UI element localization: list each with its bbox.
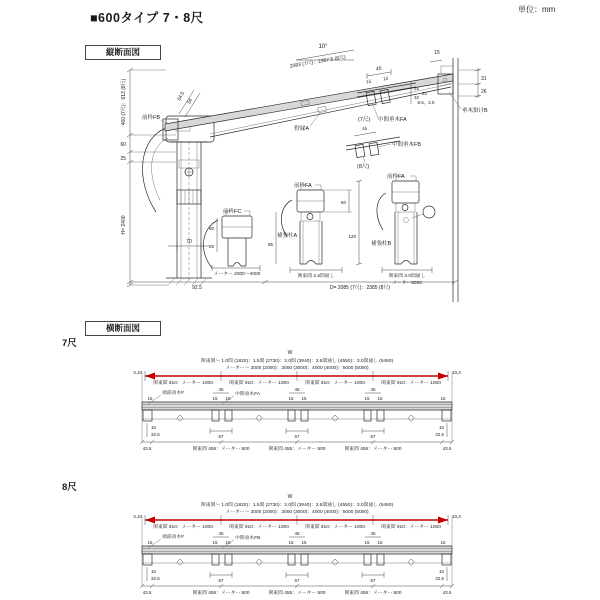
segment-dim: 関東間 910：メーター 1000 <box>229 525 289 530</box>
mid-rafter-fa-label: 中間垂木FA <box>378 117 407 123</box>
dim-10: 10 <box>151 425 157 430</box>
front-frame-fa-label: 前枠FA <box>387 174 405 180</box>
width-arrow <box>133 514 461 525</box>
dim-25: 25 <box>414 86 420 91</box>
end-rafter-label: 端部垂木F <box>162 535 185 540</box>
dim-15: 15 <box>364 540 370 545</box>
dim-31: 31 <box>481 76 487 82</box>
dim-60: 60 <box>120 142 126 148</box>
dim-45: 45 <box>218 531 224 536</box>
segment-dim: 関東間 910：メーター 1000 <box>381 525 441 530</box>
edge-left-dims: 3,10 <box>133 514 142 519</box>
rafters <box>142 410 452 421</box>
front-frame-fc-label: 前枠FC <box>223 209 242 215</box>
rafter-top-dims <box>147 387 446 401</box>
dim-43-5: 43.5 <box>142 446 152 451</box>
dim-15: 15 <box>377 396 383 401</box>
post-b-label: 補強柱B <box>371 241 392 247</box>
dim-92-5: 92.5 <box>192 285 202 291</box>
dim-45: 45 <box>294 387 300 392</box>
dim-15: 15 <box>365 78 372 85</box>
dim-15: 15 <box>377 540 383 545</box>
edge-left-dims: 3,10 <box>133 370 142 375</box>
segment-dim: 関東間 910：メーター 1000 <box>229 381 289 386</box>
dim-25: 25 <box>208 244 214 249</box>
unit-label: 単位：mm <box>518 5 556 14</box>
rafter-hook-label: 垂木掛けB <box>462 108 488 114</box>
dim-60: 60 <box>340 200 346 205</box>
dim-15: 15 <box>288 396 294 401</box>
bottom-dims <box>140 423 454 452</box>
dim-67: 67 <box>218 578 224 583</box>
dim-34: 34 <box>186 97 195 106</box>
front-frame-fa-label: 前枠FA <box>294 183 312 189</box>
dim-15: 15 <box>147 396 153 401</box>
shaku8-note: (8尺) <box>357 164 370 170</box>
rafter-top-dims <box>147 531 446 545</box>
mid-rafter-label: 中間垂木FA <box>235 392 261 397</box>
dim-15: 15 <box>301 540 307 545</box>
dim-32-5: 32.5 <box>435 576 444 581</box>
left-dimension-chain <box>120 68 176 287</box>
spacing-dim: 関東間 455：メーター 500 <box>192 591 250 596</box>
dim-67: 67 <box>294 434 300 439</box>
dim-15: 15 <box>288 540 294 545</box>
segment-dim: 関東間 910：メーター 1000 <box>153 381 213 386</box>
cross-section-label: 横断面図 <box>85 321 161 336</box>
dim-15: 15 <box>225 396 231 401</box>
segment-dim: 関東間 910：メーター 1000 <box>305 381 365 386</box>
dim-45: 45 <box>361 125 368 132</box>
dim-25: 25 <box>120 156 126 162</box>
span-kanto-dims: 関東間〜 1.0間 (1820)：1.5間 (2730)：2.0間 (3640)：2.5間通し (4550)：3.0間通し (5460) <box>200 503 394 508</box>
kanto-30-label: 関東間 3.0間通し <box>388 274 426 279</box>
dim-67: 67 <box>294 578 300 583</box>
dim-15: 15 <box>225 540 231 545</box>
angle-label: 10° <box>318 44 328 50</box>
slope-length-dim: 2083 (7尺)：2367.5 (8尺) <box>289 54 347 70</box>
spacing-dim: 関東間 455：メーター 500 <box>192 447 250 452</box>
dim-67: 67 <box>218 434 224 439</box>
dim-overall-height: H= 2400 <box>121 215 127 235</box>
dim-15: 15 <box>364 396 370 401</box>
detail-front-frame-fa-post-a <box>268 181 352 279</box>
dim-15: 15 <box>212 540 218 545</box>
dim-32: 32 <box>414 95 420 100</box>
dim-45: 45 <box>370 387 376 392</box>
nobuchi-a <box>294 106 326 132</box>
dim-15: 15 <box>440 396 446 401</box>
dim-85: 85 <box>267 242 273 247</box>
cross7-title: 7尺 <box>62 338 77 349</box>
edge-right-dims: 10,3 <box>452 370 461 375</box>
detail-front-frame-fc <box>203 207 260 277</box>
span-header <box>201 350 394 371</box>
cross8-title: 8尺 <box>62 482 77 493</box>
meter-range-label: メーター 2000〜4000 <box>213 272 261 277</box>
detail-front-frame-fa-post-b <box>348 172 435 286</box>
segment-dim: 関東間 910：メーター 1000 <box>305 525 365 530</box>
width-arrow <box>133 370 461 381</box>
dim-43-5: 43.5 <box>442 446 452 451</box>
dim-height-upper: 460 (7尺)：613 (8尺) <box>121 78 127 126</box>
dim-8-5-2-5: 8.5、2.5 <box>417 100 435 105</box>
meter-5000-label: メーター5000 <box>392 281 422 286</box>
rafter-detail-8shaku <box>346 126 421 170</box>
dim-67: 67 <box>370 434 376 439</box>
page-title: ■600タイプ 7・8尺 <box>90 11 204 25</box>
spacing-dim: 関東間 455：メーター 500 <box>268 591 326 596</box>
dim-45: 45 <box>294 531 300 536</box>
front-edge-dims <box>176 90 200 117</box>
w-label: W <box>287 350 293 356</box>
dim-15: 15 <box>147 540 153 545</box>
dim-45: 45 <box>370 531 376 536</box>
post-a-label: 補強柱A <box>277 233 298 239</box>
dim-80: 80 <box>208 226 214 231</box>
dim-32-5: 32.5 <box>151 576 160 581</box>
dim-26: 26 <box>481 89 487 95</box>
edge-right-dims: 10,3 <box>452 514 461 519</box>
dim-120: 120 <box>348 234 356 239</box>
mid-rafter-fb-label: 中間垂木FB <box>392 142 422 148</box>
kanto-25-label: 関東間 2.5間通し <box>297 274 335 279</box>
shaku7-note: (7尺) <box>358 117 371 123</box>
dim-15: 15 <box>382 75 389 82</box>
spacing-dim: 関東間 455：メーター 500 <box>344 447 402 452</box>
spacing-dim: 関東間 455：メーター 500 <box>268 447 326 452</box>
front-post-assembly <box>143 116 214 285</box>
span-kanto-dims: 関東間〜 1.0間 (1820)：1.5間 (2730)：2.0間 (3640)：2.5間通し (4550)：3.0間通し (5460) <box>200 359 394 364</box>
longitudinal-section-label: 縦断面図 <box>85 45 161 60</box>
dim-15: 15 <box>440 540 446 545</box>
dim-15-top: 15 <box>434 50 440 56</box>
dim-70: 70 <box>186 239 192 245</box>
mid-rafter-label: 中間垂木FB <box>235 536 261 541</box>
dim-62: 62 <box>422 91 428 96</box>
front-frame-fb-label: 前枠FB <box>141 115 160 121</box>
spacing-dim: 関東間 455：メーター 500 <box>344 591 402 596</box>
dim-45: 45 <box>375 65 383 73</box>
dim-43-5: 43.5 <box>442 590 452 595</box>
dim-15: 15 <box>301 396 307 401</box>
span-header <box>201 494 394 515</box>
segment-dim: 関東間 910：メーター 1000 <box>153 525 213 530</box>
dim-10: 10 <box>438 425 444 430</box>
dim-10: 10 <box>438 569 444 574</box>
dim-10: 10 <box>151 569 157 574</box>
wall-section <box>438 58 458 302</box>
dim-45: 45 <box>218 387 224 392</box>
front-frame-fb <box>142 113 168 124</box>
longitudinal-section-drawing <box>80 40 580 350</box>
segment-dim: 関東間 910：メーター 1000 <box>381 381 441 386</box>
span-meter-dims: メーター〜 2000 (2000)：3000 (3000)：4000 (4000)：5000 (5000) <box>225 510 369 515</box>
w-label: W <box>287 494 293 500</box>
bottom-dims <box>140 567 454 596</box>
span-meter-dims: メーター〜 2000 (2000)：3000 (3000)：4000 (4000)：5000 (5000) <box>225 366 369 371</box>
end-rafter-label: 端部垂木F <box>162 391 185 396</box>
dim-32-5: 32.5 <box>151 432 160 437</box>
cross-section-8shaku-drawing <box>130 490 475 600</box>
dim-depth: D= 2085 (7尺)：2385 (8尺) <box>329 285 391 291</box>
rafters <box>142 554 452 565</box>
cross-section-7shaku-drawing <box>130 346 475 461</box>
dim-67: 67 <box>370 578 376 583</box>
dim-43-5: 43.5 <box>142 590 152 595</box>
nobuchi-a-label: 野縁A <box>294 126 309 132</box>
dim-34-5: 34.5 <box>176 90 187 103</box>
dim-15: 15 <box>212 396 218 401</box>
dim-32-5: 32.5 <box>435 432 444 437</box>
